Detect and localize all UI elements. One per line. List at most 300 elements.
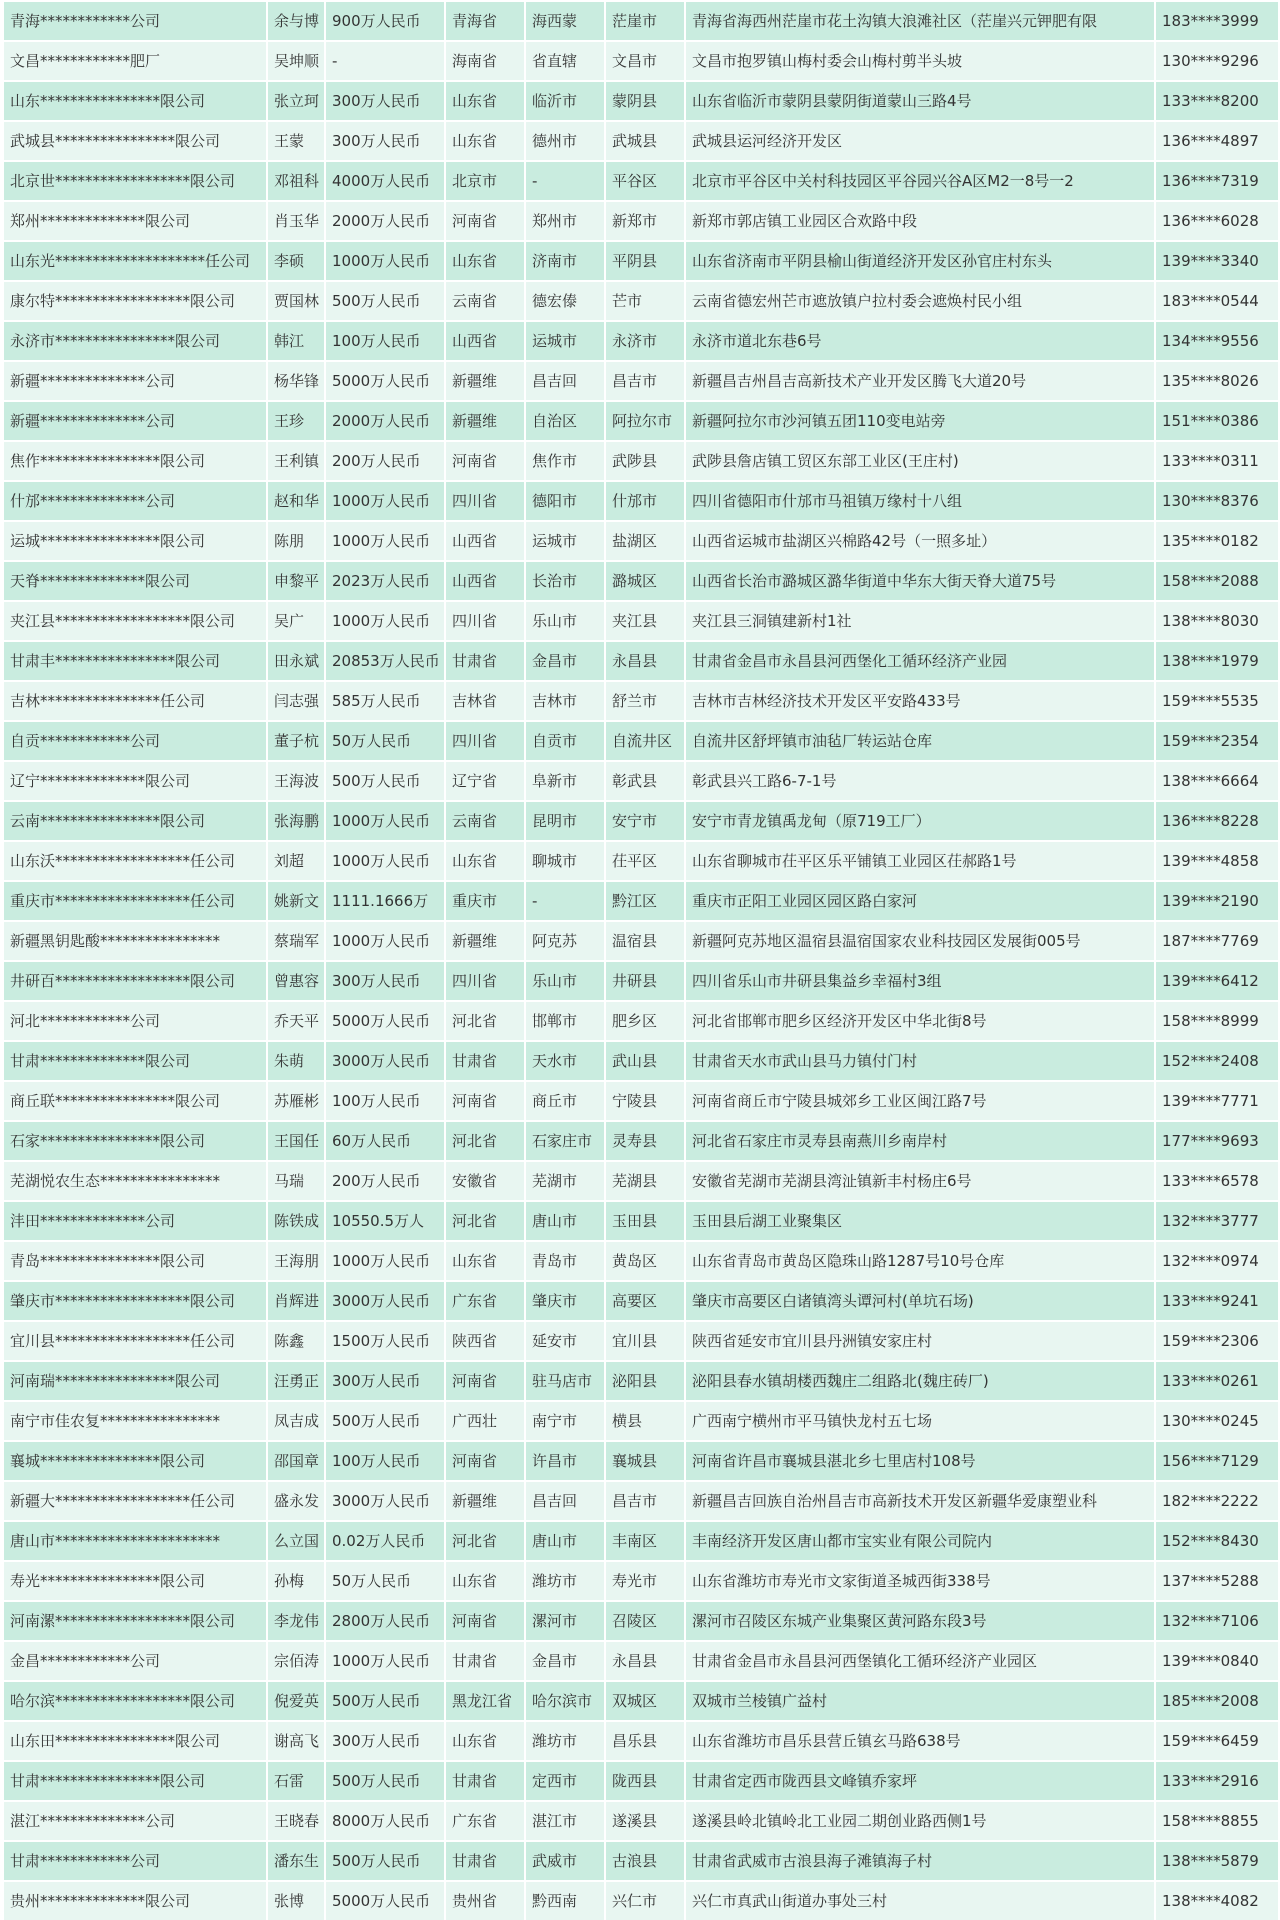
district-cell: 潞城区: [605, 561, 685, 601]
address-cell: 河北省邯郸市肥乡区经济开发区中华北街8号: [685, 1001, 1155, 1041]
table-row: [3, 921, 1279, 961]
province-cell: 广东省: [445, 1281, 525, 1321]
company-name-cell: 山东沃******************任公司: [3, 841, 267, 881]
table-row: [3, 1681, 1279, 1721]
province-cell: 北京市: [445, 161, 525, 201]
table-row: [3, 1841, 1279, 1881]
city-cell: 黔西南: [525, 1881, 605, 1920]
table-row: [3, 561, 1279, 601]
phone-cell: 158****2088: [1155, 561, 1279, 601]
city-cell: -: [525, 161, 605, 201]
company-name-cell: 芜湖悦农生态****************: [3, 1161, 267, 1201]
phone-cell: 132****3777: [1155, 1201, 1279, 1241]
city-cell: 哈尔滨市: [525, 1681, 605, 1721]
address-cell: 广西南宁横州市平马镇快龙村五七场: [685, 1401, 1155, 1441]
legal-rep-cell: 杨华锋: [267, 361, 325, 401]
address-cell: 河南省商丘市宁陵县城郊乡工业区闽江路7号: [685, 1081, 1155, 1121]
table-row: [3, 201, 1279, 241]
district-cell: 蒙阴县: [605, 81, 685, 121]
province-cell: 河南省: [445, 1361, 525, 1401]
registered-capital-cell: 2800万人民币: [325, 1601, 445, 1641]
legal-rep-cell: 王晓春: [267, 1801, 325, 1841]
company-name-cell: 甘肃****************限公司: [3, 1761, 267, 1801]
registered-capital-cell: 300万人民币: [325, 1721, 445, 1761]
city-cell: 海西蒙: [525, 1, 605, 41]
table-row: [3, 1561, 1279, 1601]
table-row: [3, 841, 1279, 881]
district-cell: 古浪县: [605, 1841, 685, 1881]
phone-cell: 132****7106: [1155, 1601, 1279, 1641]
city-cell: 昌吉回: [525, 1481, 605, 1521]
address-cell: 山东省潍坊市寿光市文家街道圣城西街338号: [685, 1561, 1155, 1601]
registered-capital-cell: 1000万人民币: [325, 921, 445, 961]
city-cell: 焦作市: [525, 441, 605, 481]
district-cell: 兴仁市: [605, 1881, 685, 1920]
city-cell: 德州市: [525, 121, 605, 161]
registered-capital-cell: 1000万人民币: [325, 1641, 445, 1681]
table-row: [3, 1601, 1279, 1641]
district-cell: 盐湖区: [605, 521, 685, 561]
province-cell: 重庆市: [445, 881, 525, 921]
address-cell: 兴仁市真武山街道办事处三村: [685, 1881, 1155, 1920]
phone-cell: 133****0261: [1155, 1361, 1279, 1401]
city-cell: 省直辖: [525, 41, 605, 81]
province-cell: 海南省: [445, 41, 525, 81]
company-name-cell: 山东光********************任公司: [3, 241, 267, 281]
company-name-cell: 山东田****************限公司: [3, 1721, 267, 1761]
province-cell: 甘肃省: [445, 641, 525, 681]
company-name-cell: 金昌************公司: [3, 1641, 267, 1681]
address-cell: 新疆昌吉州昌吉高新技术产业开发区腾飞大道20号: [685, 361, 1155, 401]
table-row: [3, 1401, 1279, 1441]
phone-cell: 138****8030: [1155, 601, 1279, 641]
table-row: [3, 1521, 1279, 1561]
district-cell: 什邡市: [605, 481, 685, 521]
legal-rep-cell: 石雷: [267, 1761, 325, 1801]
legal-rep-cell: 赵和华: [267, 481, 325, 521]
legal-rep-cell: 朱萌: [267, 1041, 325, 1081]
registered-capital-cell: 2000万人民币: [325, 401, 445, 441]
address-cell: 山东省聊城市茌平区乐平铺镇工业园区茌郝路1号: [685, 841, 1155, 881]
legal-rep-cell: 潘东生: [267, 1841, 325, 1881]
district-cell: 昌乐县: [605, 1721, 685, 1761]
company-name-cell: 河南漯******************限公司: [3, 1601, 267, 1641]
province-cell: 山西省: [445, 561, 525, 601]
company-name-cell: 云南****************限公司: [3, 801, 267, 841]
registered-capital-cell: 500万人民币: [325, 281, 445, 321]
district-cell: 襄城县: [605, 1441, 685, 1481]
registered-capital-cell: 50万人民币: [325, 1561, 445, 1601]
address-cell: 河南省许昌市襄城县湛北乡七里店村108号: [685, 1441, 1155, 1481]
city-cell: 运城市: [525, 521, 605, 561]
city-cell: 唐山市: [525, 1521, 605, 1561]
registered-capital-cell: 1000万人民币: [325, 1241, 445, 1281]
city-cell: 定西市: [525, 1761, 605, 1801]
legal-rep-cell: 倪爱英: [267, 1681, 325, 1721]
address-cell: 四川省乐山市井研县集益乡幸福村3组: [685, 961, 1155, 1001]
legal-rep-cell: 邓祖科: [267, 161, 325, 201]
legal-rep-cell: 吴坤顺: [267, 41, 325, 81]
city-cell: 潍坊市: [525, 1721, 605, 1761]
province-cell: 四川省: [445, 721, 525, 761]
address-cell: 武陟县詹店镇工贸区东部工业区(王庄村): [685, 441, 1155, 481]
province-cell: 山东省: [445, 241, 525, 281]
district-cell: 武山县: [605, 1041, 685, 1081]
legal-rep-cell: 闫志强: [267, 681, 325, 721]
phone-cell: 158****8855: [1155, 1801, 1279, 1841]
city-cell: 德阳市: [525, 481, 605, 521]
phone-cell: 132****0974: [1155, 1241, 1279, 1281]
province-cell: 甘肃省: [445, 1841, 525, 1881]
legal-rep-cell: 王蒙: [267, 121, 325, 161]
address-cell: 玉田县后湖工业聚集区: [685, 1201, 1155, 1241]
address-cell: 永济市道北东巷6号: [685, 321, 1155, 361]
table-row: [3, 1641, 1279, 1681]
registered-capital-cell: 1000万人民币: [325, 481, 445, 521]
phone-cell: 139****4858: [1155, 841, 1279, 881]
legal-rep-cell: 田永斌: [267, 641, 325, 681]
registered-capital-cell: 60万人民币: [325, 1121, 445, 1161]
city-cell: 郑州市: [525, 201, 605, 241]
registered-capital-cell: 2023万人民币: [325, 561, 445, 601]
district-cell: 芒市: [605, 281, 685, 321]
phone-cell: 139****3340: [1155, 241, 1279, 281]
legal-rep-cell: 邵国章: [267, 1441, 325, 1481]
registered-capital-cell: -: [325, 41, 445, 81]
address-cell: 陕西省延安市宜川县丹洲镇安家庄村: [685, 1321, 1155, 1361]
address-cell: 新疆阿拉尔市沙河镇五团110变电站旁: [685, 401, 1155, 441]
phone-cell: 159****5535: [1155, 681, 1279, 721]
address-cell: 甘肃省天水市武山县马力镇付门村: [685, 1041, 1155, 1081]
legal-rep-cell: 蔡瑞军: [267, 921, 325, 961]
legal-rep-cell: 李硕: [267, 241, 325, 281]
company-name-cell: 郑州**************限公司: [3, 201, 267, 241]
table-row: [3, 521, 1279, 561]
table-row: [3, 721, 1279, 761]
registered-capital-cell: 1000万人民币: [325, 601, 445, 641]
address-cell: 安徽省芜湖市芜湖县湾沚镇新丰村杨庄6号: [685, 1161, 1155, 1201]
address-cell: 武城县运河经济开发区: [685, 121, 1155, 161]
table-row: [3, 401, 1279, 441]
province-cell: 甘肃省: [445, 1761, 525, 1801]
company-name-cell: 新疆**************公司: [3, 361, 267, 401]
phone-cell: 135****0182: [1155, 521, 1279, 561]
address-cell: 山东省济南市平阴县榆山街道经济开发区孙官庄村东头: [685, 241, 1155, 281]
registered-capital-cell: 10550.5万人: [325, 1201, 445, 1241]
address-cell: 青海省海西州茫崖市花土沟镇大浪滩社区（茫崖兴元钾肥有限: [685, 1, 1155, 41]
phone-cell: 182****2222: [1155, 1481, 1279, 1521]
city-cell: 乐山市: [525, 601, 605, 641]
province-cell: 河南省: [445, 1081, 525, 1121]
province-cell: 贵州省: [445, 1881, 525, 1920]
city-cell: 阿克苏: [525, 921, 605, 961]
address-cell: 双城市兰棱镇广益村: [685, 1681, 1155, 1721]
district-cell: 舒兰市: [605, 681, 685, 721]
table-row: [3, 1281, 1279, 1321]
phone-cell: 183****3999: [1155, 1, 1279, 41]
table-row: [3, 1201, 1279, 1241]
district-cell: 泌阳县: [605, 1361, 685, 1401]
province-cell: 新疆维: [445, 401, 525, 441]
province-cell: 吉林省: [445, 681, 525, 721]
legal-rep-cell: 余与博: [267, 1, 325, 41]
address-cell: 吉林市吉林经济技术开发区平安路433号: [685, 681, 1155, 721]
phone-cell: 177****9693: [1155, 1121, 1279, 1161]
district-cell: 昌吉市: [605, 1481, 685, 1521]
registered-capital-cell: 100万人民币: [325, 321, 445, 361]
registered-capital-cell: 900万人民币: [325, 1, 445, 41]
table-row: [3, 1241, 1279, 1281]
legal-rep-cell: 孙梅: [267, 1561, 325, 1601]
table-row: [3, 1721, 1279, 1761]
legal-rep-cell: 贾国林: [267, 281, 325, 321]
table-row: [3, 121, 1279, 161]
province-cell: 陕西省: [445, 1321, 525, 1361]
registered-capital-cell: 500万人民币: [325, 1681, 445, 1721]
address-cell: 泌阳县春水镇胡楼西魏庄二组路北(魏庄砖厂): [685, 1361, 1155, 1401]
province-cell: 山东省: [445, 1241, 525, 1281]
company-name-cell: 南宁市佳农复****************: [3, 1401, 267, 1441]
province-cell: 四川省: [445, 601, 525, 641]
company-name-cell: 焦作****************限公司: [3, 441, 267, 481]
company-name-cell: 新疆黑钥匙酸****************: [3, 921, 267, 961]
table-row: [3, 601, 1279, 641]
phone-cell: 139****0840: [1155, 1641, 1279, 1681]
company-name-cell: 吉林****************任公司: [3, 681, 267, 721]
registered-capital-cell: 500万人民币: [325, 1761, 445, 1801]
phone-cell: 133****6578: [1155, 1161, 1279, 1201]
registered-capital-cell: 1000万人民币: [325, 841, 445, 881]
address-cell: 山西省运城市盐湖区兴棉路42号（一照多址）: [685, 521, 1155, 561]
district-cell: 陇西县: [605, 1761, 685, 1801]
district-cell: 文昌市: [605, 41, 685, 81]
address-cell: 新疆阿克苏地区温宿县温宿国家农业科技园区发展街005号: [685, 921, 1155, 961]
district-cell: 昌吉市: [605, 361, 685, 401]
province-cell: 山东省: [445, 1721, 525, 1761]
city-cell: 许昌市: [525, 1441, 605, 1481]
table-row: [3, 241, 1279, 281]
province-cell: 山东省: [445, 1561, 525, 1601]
province-cell: 新疆维: [445, 921, 525, 961]
address-cell: 文昌市抱罗镇山梅村委会山梅村剪半头坡: [685, 41, 1155, 81]
district-cell: 平阴县: [605, 241, 685, 281]
company-name-cell: 甘肃************公司: [3, 1841, 267, 1881]
legal-rep-cell: 肖辉进: [267, 1281, 325, 1321]
province-cell: 河南省: [445, 441, 525, 481]
table-row: [3, 881, 1279, 921]
district-cell: 茫崖市: [605, 1, 685, 41]
legal-rep-cell: 么立国: [267, 1521, 325, 1561]
table-row: [3, 801, 1279, 841]
city-cell: 阜新市: [525, 761, 605, 801]
company-name-cell: 唐山市**********************: [3, 1521, 267, 1561]
district-cell: 芜湖县: [605, 1161, 685, 1201]
province-cell: 河南省: [445, 1601, 525, 1641]
city-cell: 商丘市: [525, 1081, 605, 1121]
address-cell: 夹江县三洞镇建新村1社: [685, 601, 1155, 641]
phone-cell: 133****0311: [1155, 441, 1279, 481]
address-cell: 山西省长治市潞城区潞华街道中华东大街天脊大道75号: [685, 561, 1155, 601]
company-name-cell: 青岛****************限公司: [3, 1241, 267, 1281]
registered-capital-cell: 3000万人民币: [325, 1481, 445, 1521]
registered-capital-cell: 200万人民币: [325, 1161, 445, 1201]
company-name-cell: 甘肃**************限公司: [3, 1041, 267, 1081]
city-cell: 金昌市: [525, 1641, 605, 1681]
city-cell: 天水市: [525, 1041, 605, 1081]
city-cell: 漯河市: [525, 1601, 605, 1641]
registered-capital-cell: 200万人民币: [325, 441, 445, 481]
table-row: [3, 441, 1279, 481]
city-cell: 青岛市: [525, 1241, 605, 1281]
company-name-cell: 新疆**************公司: [3, 401, 267, 441]
phone-cell: 130****0245: [1155, 1401, 1279, 1441]
city-cell: 临沂市: [525, 81, 605, 121]
legal-rep-cell: 陈铁成: [267, 1201, 325, 1241]
district-cell: 高要区: [605, 1281, 685, 1321]
district-cell: 横县: [605, 1401, 685, 1441]
address-cell: 重庆市正阳工业园区园区路白家河: [685, 881, 1155, 921]
company-name-cell: 自贡************公司: [3, 721, 267, 761]
province-cell: 新疆维: [445, 1481, 525, 1521]
legal-rep-cell: 刘超: [267, 841, 325, 881]
address-cell: 新疆昌吉回族自治州昌吉市高新技术开发区新疆华爱康塑业科: [685, 1481, 1155, 1521]
district-cell: 茌平区: [605, 841, 685, 881]
legal-rep-cell: 李龙伟: [267, 1601, 325, 1641]
company-name-cell: 哈尔滨******************限公司: [3, 1681, 267, 1721]
registered-capital-cell: 50万人民币: [325, 721, 445, 761]
address-cell: 漯河市召陵区东城产业集聚区黄河路东段3号: [685, 1601, 1155, 1641]
phone-cell: 159****6459: [1155, 1721, 1279, 1761]
district-cell: 武陟县: [605, 441, 685, 481]
table-row: [3, 1121, 1279, 1161]
registered-capital-cell: 585万人民币: [325, 681, 445, 721]
city-cell: 驻马店市: [525, 1361, 605, 1401]
city-cell: 芜湖市: [525, 1161, 605, 1201]
legal-rep-cell: 张海鹏: [267, 801, 325, 841]
registered-capital-cell: 3000万人民币: [325, 1041, 445, 1081]
legal-rep-cell: 乔天平: [267, 1001, 325, 1041]
legal-rep-cell: 盛永发: [267, 1481, 325, 1521]
table-row: [3, 1361, 1279, 1401]
registered-capital-cell: 20853万人民币: [325, 641, 445, 681]
district-cell: 遂溪县: [605, 1801, 685, 1841]
legal-rep-cell: 张博: [267, 1881, 325, 1920]
district-cell: 灵寿县: [605, 1121, 685, 1161]
company-name-cell: 湛江**************公司: [3, 1801, 267, 1841]
table-row: [3, 641, 1279, 681]
phone-cell: 138****5879: [1155, 1841, 1279, 1881]
phone-cell: 135****8026: [1155, 361, 1279, 401]
company-name-cell: 夹江县******************限公司: [3, 601, 267, 641]
city-cell: 邯郸市: [525, 1001, 605, 1041]
province-cell: 河北省: [445, 1521, 525, 1561]
province-cell: 青海省: [445, 1, 525, 41]
company-name-cell: 宜川县******************任公司: [3, 1321, 267, 1361]
city-cell: 武威市: [525, 1841, 605, 1881]
table-row: [3, 1001, 1279, 1041]
province-cell: 河南省: [445, 1441, 525, 1481]
address-cell: 安宁市青龙镇禹龙甸（原719工厂）: [685, 801, 1155, 841]
company-table-body: [3, 1, 1279, 1920]
legal-rep-cell: 马瑞: [267, 1161, 325, 1201]
legal-rep-cell: 张立珂: [267, 81, 325, 121]
company-name-cell: 天脊**************限公司: [3, 561, 267, 601]
city-cell: 唐山市: [525, 1201, 605, 1241]
registered-capital-cell: 3000万人民币: [325, 1281, 445, 1321]
legal-rep-cell: 王海朋: [267, 1241, 325, 1281]
city-cell: 乐山市: [525, 961, 605, 1001]
registered-capital-cell: 5000万人民币: [325, 1881, 445, 1920]
legal-rep-cell: 王珍: [267, 401, 325, 441]
address-cell: 四川省德阳市什邡市马祖镇万缘村十八组: [685, 481, 1155, 521]
district-cell: 安宁市: [605, 801, 685, 841]
table-row: [3, 281, 1279, 321]
phone-cell: 136****6028: [1155, 201, 1279, 241]
district-cell: 永昌县: [605, 641, 685, 681]
city-cell: 济南市: [525, 241, 605, 281]
phone-cell: 151****0386: [1155, 401, 1279, 441]
company-name-cell: 寿光****************限公司: [3, 1561, 267, 1601]
table-row: [3, 1481, 1279, 1521]
company-name-cell: 文昌************肥厂: [3, 41, 267, 81]
district-cell: 肥乡区: [605, 1001, 685, 1041]
company-name-cell: 商丘联****************限公司: [3, 1081, 267, 1121]
city-cell: 石家庄市: [525, 1121, 605, 1161]
company-name-cell: 重庆市******************任公司: [3, 881, 267, 921]
address-cell: 河北省石家庄市灵寿县南燕川乡南岸村: [685, 1121, 1155, 1161]
table-row: [3, 1321, 1279, 1361]
district-cell: 黔江区: [605, 881, 685, 921]
company-name-cell: 什邡**************公司: [3, 481, 267, 521]
table-row: [3, 161, 1279, 201]
table-row: [3, 1081, 1279, 1121]
legal-rep-cell: 王利镇: [267, 441, 325, 481]
registered-capital-cell: 1000万人民币: [325, 241, 445, 281]
table-row: [3, 361, 1279, 401]
company-table: [2, 0, 1280, 1920]
legal-rep-cell: 吴广: [267, 601, 325, 641]
address-cell: 甘肃省武威市古浪县海子滩镇海子村: [685, 1841, 1155, 1881]
province-cell: 四川省: [445, 961, 525, 1001]
phone-cell: 133****2916: [1155, 1761, 1279, 1801]
legal-rep-cell: 苏雁彬: [267, 1081, 325, 1121]
province-cell: 新疆维: [445, 361, 525, 401]
district-cell: 永济市: [605, 321, 685, 361]
city-cell: 自治区: [525, 401, 605, 441]
legal-rep-cell: 申黎平: [267, 561, 325, 601]
legal-rep-cell: 肖玉华: [267, 201, 325, 241]
registered-capital-cell: 8000万人民币: [325, 1801, 445, 1841]
legal-rep-cell: 汪勇正: [267, 1361, 325, 1401]
province-cell: 山西省: [445, 321, 525, 361]
phone-cell: 158****8999: [1155, 1001, 1279, 1041]
registered-capital-cell: 300万人民币: [325, 1361, 445, 1401]
city-cell: 湛江市: [525, 1801, 605, 1841]
district-cell: 彰武县: [605, 761, 685, 801]
province-cell: 四川省: [445, 481, 525, 521]
district-cell: 双城区: [605, 1681, 685, 1721]
table-row: [3, 321, 1279, 361]
city-cell: 潍坊市: [525, 1561, 605, 1601]
address-cell: 北京市平谷区中关村科技园区平谷园兴谷A区M2一8号一2: [685, 161, 1155, 201]
province-cell: 云南省: [445, 281, 525, 321]
company-name-cell: 北京世******************限公司: [3, 161, 267, 201]
registered-capital-cell: 300万人民币: [325, 121, 445, 161]
company-name-cell: 康尔特******************限公司: [3, 281, 267, 321]
legal-rep-cell: 陈鑫: [267, 1321, 325, 1361]
province-cell: 甘肃省: [445, 1641, 525, 1681]
district-cell: 平谷区: [605, 161, 685, 201]
